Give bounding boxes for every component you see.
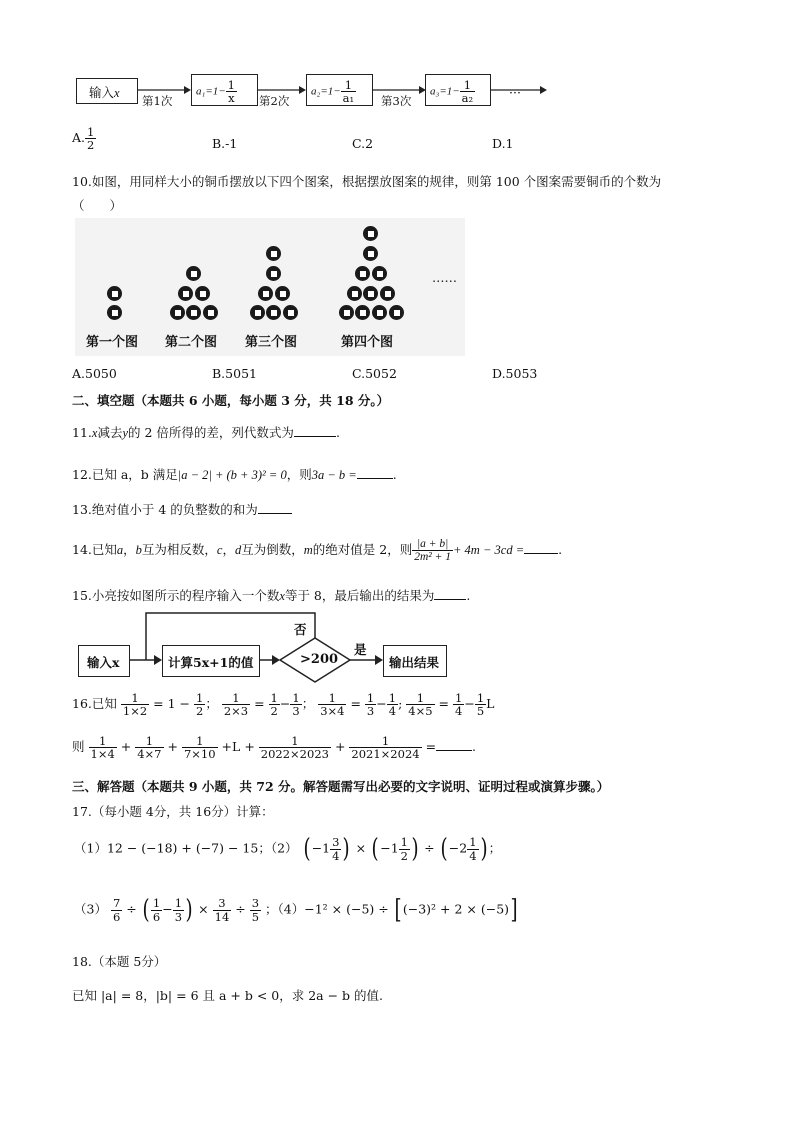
- input-var: x: [114, 86, 120, 100]
- box3-fraction: $\frac{1}{\text{a₂}}$: [461, 78, 474, 106]
- q10-option-b: B.5051: [212, 366, 257, 381]
- caption-1: 第一个图: [86, 335, 139, 350]
- q18-title: 18.（本题 5分）: [72, 954, 167, 969]
- coin: [266, 266, 281, 281]
- pattern-ellipsis: ……: [432, 270, 457, 285]
- coin: [258, 286, 273, 301]
- coin: [275, 286, 290, 301]
- coin: [178, 286, 193, 301]
- step-1-label: 第1次: [142, 94, 173, 108]
- section-2-title: 二、填空题（本题共 6 小题，每小题 3 分，共 18 分。）: [72, 393, 390, 408]
- coin: [107, 305, 122, 320]
- q15-text: 15.小亮按如图所示的程序输入一个数x等于 8，最后输出的结果为 .: [72, 588, 471, 603]
- coin: [339, 305, 354, 320]
- box3-lhs: a₃=1−: [430, 85, 460, 98]
- formula-box-2: [306, 74, 373, 106]
- caption-4: 第四个图: [341, 335, 394, 350]
- q9-ellipsis: ···: [509, 85, 521, 100]
- q15-compute-box: 计算5x+1的值: [162, 645, 260, 677]
- coin: [372, 305, 387, 320]
- q9-option-d: D.1: [492, 136, 514, 151]
- coin: [203, 305, 218, 320]
- coin: [283, 305, 298, 320]
- q17-title: 17.（每小题 4分，共 16分）计算：: [72, 804, 274, 819]
- formula-box-3: [425, 74, 491, 106]
- coin: [107, 286, 122, 301]
- q16-line-1: 16.已知 $\frac{1}{1\times 2}$ = 1 − $\frac{1}{2}$ ； $\frac{1}{2\times 3}$ = $\frac{1}{2}$ − $\frac{1}{3}$ ； $\frac{1}{3\times 4}$ = $\frac{1}{3}$ − $\frac{1}{4}$ ; $\frac{1}{4\times 5}$ = $\frac{1}{4}$ − $\frac{1}{5}$ L: [72, 691, 495, 719]
- coin: [195, 286, 210, 301]
- coin: [347, 286, 362, 301]
- q17-part-3-4: （3） $\frac{7}{6}$ ÷ ( $\frac{1}{6}$ − $\frac{1}{3}$ ) × $\frac{3}{14}$ ÷ $\frac{3}{5}$ ；（4）−1² × (−5) ÷ [ (−3)² + 2 × (−5)]: [74, 895, 518, 925]
- coin: [389, 305, 404, 320]
- q10-option-a: A.5050: [72, 366, 117, 381]
- step-3-label: 第3次: [381, 94, 412, 108]
- coin: [380, 286, 395, 301]
- q10-option-d: D.5053: [492, 366, 538, 381]
- coin: [186, 305, 201, 320]
- caption-3: 第三个图: [245, 335, 298, 350]
- coin: [363, 286, 378, 301]
- coin: [170, 305, 185, 320]
- caption-2: 第二个图: [165, 335, 218, 350]
- coin: [186, 266, 201, 281]
- q12-text: 12.已知 a，b 满足|a − 2| + (b + 3)² = 0，则3a − b = .: [72, 467, 397, 482]
- q15-output-box: 输出结果: [383, 645, 447, 677]
- box1-lhs: a₁=1−: [196, 85, 226, 98]
- section-3-title: 三、解答题（本题共 9 小题，共 72 分。解答题需写出必要的文字说明、证明过程或演算步骤。）: [72, 779, 610, 794]
- q9-option-c: C.2: [352, 136, 374, 151]
- q10-blank: （ ）: [72, 198, 123, 213]
- q10-text: 10.如图，用同样大小的铜币摆放以下四个图案，根据摆放图案的规律，则第 100 个图案需要铜币的个数为: [72, 174, 662, 189]
- q16-line-2: 则 $\frac{1}{1\times 4}$ + $\frac{1}{4\times 7}$ + $\frac{1}{7\times 10}$ +L + $\frac{1}{2022\times 2023}$ + $\frac{1}{2021\times 2024}$ = .: [72, 734, 477, 762]
- q10-option-c: C.5052: [352, 366, 397, 381]
- input-label: 输入: [89, 85, 115, 100]
- q9-option-b: B.-1: [212, 136, 238, 151]
- box2-lhs: a₂=1−: [311, 85, 341, 98]
- coin: [355, 266, 370, 281]
- coin: [372, 266, 387, 281]
- q15-condition: >200: [300, 652, 339, 667]
- q14-text: 14.已知a，b互为相反数，c，d互为倒数，m的绝对值是 2，则 $\frac{|a + b|}{\text{2m² + 1}}$ + 4m − 3cd = .: [72, 538, 563, 564]
- q9-option-a: A. $\frac{1}{2}$: [72, 125, 95, 153]
- coin: [266, 305, 281, 320]
- q15-input-box: 输入x: [78, 645, 130, 677]
- q17-part-1-2: （1）12 − (−18) + (−7) − 15；（2） ( −1 $\frac{3}{4}$ ) × ( −1 $\frac{1}{2}$ ) ÷ ( −2 $\frac{1}{4}$ ) ；: [74, 834, 502, 864]
- q13-text: 13.绝对值小于 4 的负整数的和为: [72, 500, 292, 518]
- box2-fraction: $\frac{1}{\text{a₁}}$: [342, 78, 355, 106]
- q9-arrows: [0, 0, 794, 130]
- q15-yes-label: 是: [354, 642, 367, 657]
- coin: [250, 305, 265, 320]
- q15-no-label: 否: [294, 622, 307, 637]
- coin: [363, 246, 378, 261]
- coin: [355, 305, 370, 320]
- q18-text: 已知 |a| = 8，|b| = 6 且 a + b < 0，求 2a − b 的值.: [72, 988, 383, 1003]
- q11-text: 11.x减去y的 2 倍所得的差，列代数式为 .: [72, 425, 340, 440]
- coin: [363, 226, 378, 241]
- coin: [266, 246, 281, 261]
- box1-fraction: $\frac{1}{x}$: [227, 78, 235, 106]
- formula-box-1: [191, 74, 258, 106]
- step-2-label: 第2次: [259, 94, 290, 108]
